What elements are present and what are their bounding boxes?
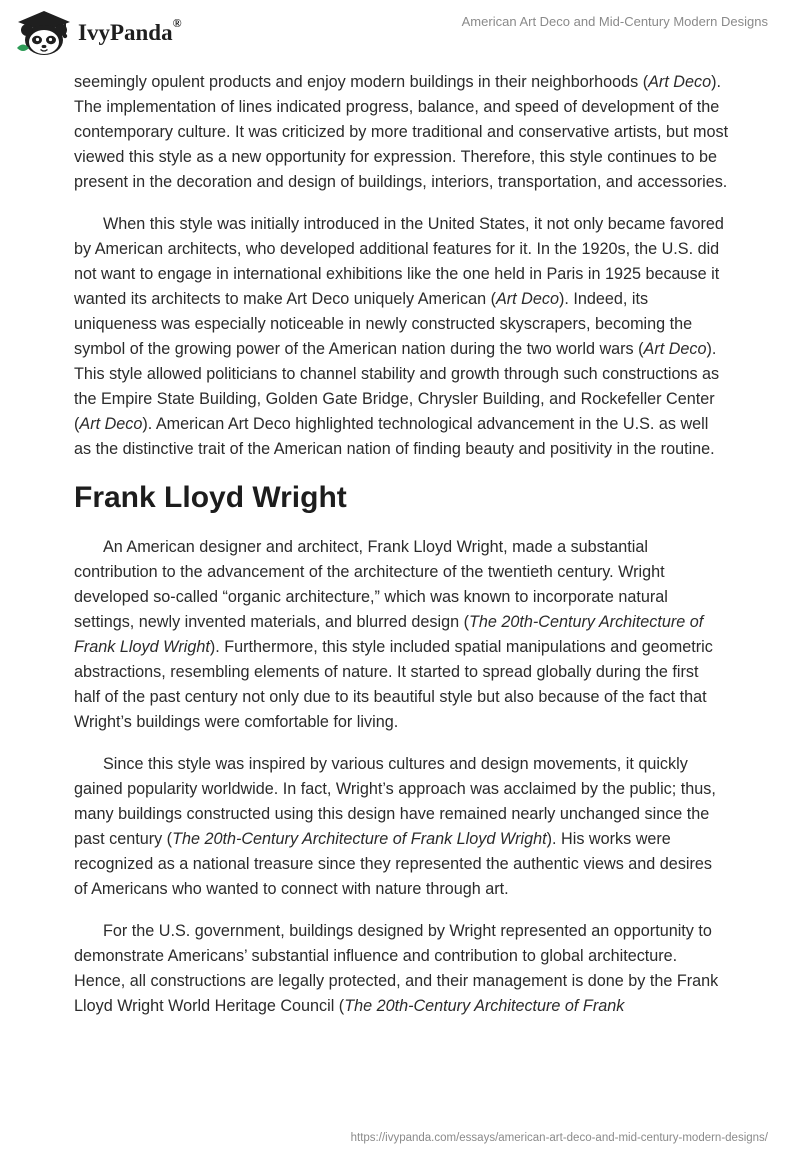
citation-title: Art Deco (643, 340, 707, 358)
citation-title: Art Deco (495, 290, 559, 308)
paragraph-popularity (74, 752, 729, 902)
paragraph-text: ). Indeed, its uniqueness was especially noticeable in newly constructed skyscrapers, becoming the symbol of the growing power of the American nation during the two world wars ( (74, 290, 693, 358)
ivypanda-logo[interactable] (14, 8, 204, 58)
document-title: American Art Deco and Mid-Century Modern Designs (461, 14, 768, 29)
paragraph-text: ). This style allowed politicians to channel stability and growth through such constructions as the Empire State Building, Golden Gate Bridge, Chrysler Building, and Rockefeller Center ( (74, 340, 720, 433)
citation-title: The 20th-Century Architecture of Frank Lloyd Wright (172, 830, 547, 848)
citation-title: The 20th-Century Architecture of Frank Lloyd Wright (74, 613, 704, 656)
paragraph-text: An American designer and architect, Frank Lloyd Wright, made a substantial contribution to the advancement of the architecture of the twentieth century. Wright developed so-called “organic architecture,” which was known to incorporate natural settings, newly invented materials, and blurred design ( (74, 538, 668, 631)
panda-graduate-icon (14, 8, 74, 58)
paragraph-government (74, 919, 729, 1019)
paragraph-text: For the U.S. government, buildings designed by Wright represented an opportunity to demonstrate Americans’ substantial influence and contribution to global architecture. Hence, all constructions are legally protected, and their management is done by the Frank Lloyd Wright World Heritage Council ( (74, 922, 719, 1015)
source-url[interactable]: https://ivypanda.com/essays/american-art-deco-and-mid-century-modern-designs/ (350, 1132, 768, 1144)
paragraph-text: seemingly opulent products and enjoy modern buildings in their neighborhoods ( (74, 73, 649, 91)
page-header (0, 0, 800, 70)
paragraph-american-art-deco (74, 212, 729, 462)
paragraph-continuation (74, 70, 729, 195)
citation-title: Art Deco (79, 415, 143, 433)
brand-name: IvyPanda® (78, 16, 182, 45)
citation-title: Art Deco (648, 73, 712, 91)
paragraph-organic-architecture (74, 535, 729, 735)
paragraph-text: When this style was initially introduced in the United States, it not only became favored by American architects, who developed additional features for it. In the 1920s, the U.S. did not want to engage in international exhibitions like the one held in Paris in 1925 because it wanted its architects to make Art Deco uniquely American ( (74, 215, 724, 308)
paragraph-text: ). His works were recognized as a national treasure since they represented the authentic views and desires of Americans who wanted to connect with nature through art. (74, 830, 712, 898)
essay-body (74, 70, 729, 1036)
citation-title: The 20th-Century Architecture of Frank (344, 997, 625, 1015)
paragraph-text: ). American Art Deco highlighted technological advancement in the U.S. as well as the distinctive trait of the American nation of finding beauty and positivity in the routine. (74, 415, 715, 458)
paragraph-text: ). Furthermore, this style included spatial manipulations and geometric abstractions, resembling elements of nature. It started to spread globally during the first half of the past century not only due to its beautiful style but also because of the fact that Wright’s buildings were comfortable for living. (74, 638, 713, 731)
paragraph-text: ). The implementation of lines indicated progress, balance, and speed of development of the contemporary culture. It was criticized by more traditional and conservative artists, but most viewed this style as a new opportunity for expression. Therefore, this style continues to be present in the decoration and design of buildings, interiors, transportation, and accessories. (74, 73, 729, 191)
paragraph-text: Since this style was inspired by various cultures and design movements, it quickly gained popularity worldwide. In fact, Wright’s approach was acclaimed by the public; thus, many buildings constructed using this design have remained nearly unchanged since the past century ( (74, 755, 716, 848)
section-heading: Frank Lloyd Wright (74, 481, 347, 514)
